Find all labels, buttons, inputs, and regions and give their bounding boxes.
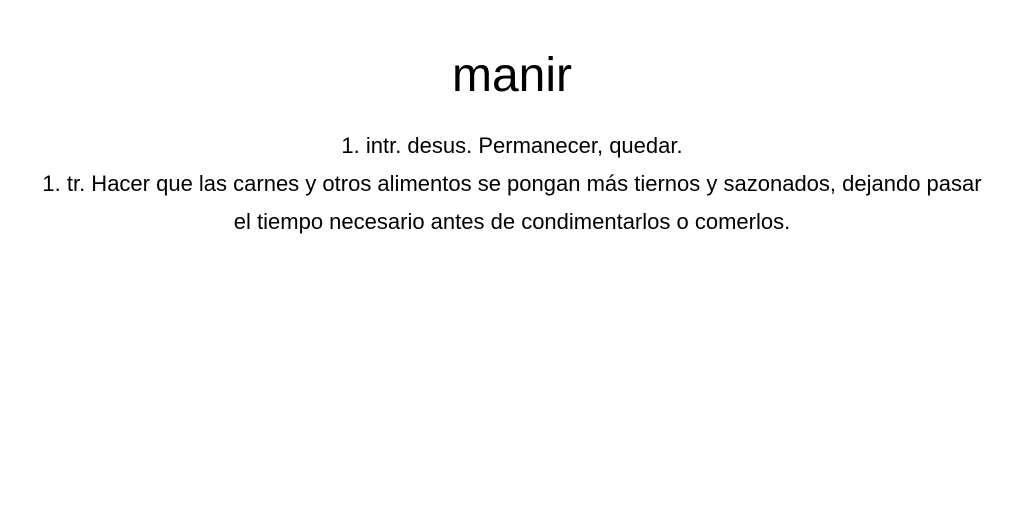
definition-item: 1. intr. desus. Permanecer, quedar. bbox=[341, 133, 683, 158]
definition-item: 1. tr. Hacer que las carnes y otros alimentos se pongan más tiernos y sazonados, dejando pasar el tiempo necesario antes de condimentarlos o comerlos. bbox=[42, 171, 982, 234]
definitions-list bbox=[40, 127, 984, 241]
entry-word: manir bbox=[451, 49, 573, 102]
